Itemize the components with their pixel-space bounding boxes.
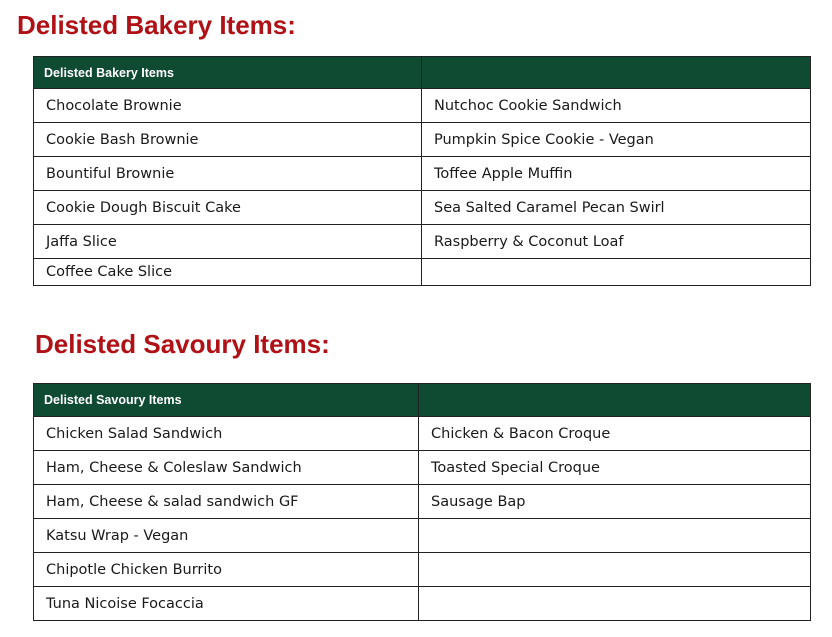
table-cell bbox=[419, 553, 811, 587]
table-header-cell-empty bbox=[419, 384, 811, 417]
table-cell: Bountiful Brownie bbox=[34, 157, 422, 191]
table-row bbox=[34, 417, 811, 451]
table-cell: Chocolate Brownie bbox=[34, 89, 422, 123]
table-cell: Sausage Bap bbox=[419, 485, 811, 519]
table-cell: Jaffa Slice bbox=[34, 225, 422, 259]
table-row bbox=[34, 157, 811, 191]
table-cell: Toffee Apple Muffin bbox=[422, 157, 811, 191]
table-cell: Toasted Special Croque bbox=[419, 451, 811, 485]
table-cell: Pumpkin Spice Cookie - Vegan bbox=[422, 123, 811, 157]
table-header-cell: Delisted Bakery Items bbox=[34, 57, 422, 89]
table-row bbox=[34, 553, 811, 587]
table-cell bbox=[419, 587, 811, 621]
savoury-section-heading: Delisted Savoury Items: bbox=[35, 329, 330, 359]
table-cell: Ham, Cheese & salad sandwich GF bbox=[34, 485, 419, 519]
table-cell bbox=[419, 519, 811, 553]
bakery-section-heading: Delisted Bakery Items: bbox=[17, 10, 296, 40]
table-header-cell: Delisted Savoury Items bbox=[34, 384, 419, 417]
savoury-items-table bbox=[33, 383, 811, 621]
table-row bbox=[34, 451, 811, 485]
table-header-row bbox=[34, 57, 811, 89]
table-cell: Sea Salted Caramel Pecan Swirl bbox=[422, 191, 811, 225]
table-cell: Katsu Wrap - Vegan bbox=[34, 519, 419, 553]
table-cell: Chicken & Bacon Croque bbox=[419, 417, 811, 451]
table-cell: Chipotle Chicken Burrito bbox=[34, 553, 419, 587]
bakery-items-table bbox=[33, 56, 811, 286]
table-row bbox=[34, 225, 811, 259]
table-cell bbox=[422, 259, 811, 286]
table-header-cell-empty bbox=[422, 57, 811, 89]
table-cell: Cookie Dough Biscuit Cake bbox=[34, 191, 422, 225]
table-row bbox=[34, 123, 811, 157]
table-row bbox=[34, 587, 811, 621]
table-cell: Ham, Cheese & Coleslaw Sandwich bbox=[34, 451, 419, 485]
table-header-row bbox=[34, 384, 811, 417]
table-row bbox=[34, 519, 811, 553]
table-row bbox=[34, 259, 811, 286]
table-row bbox=[34, 191, 811, 225]
table-row bbox=[34, 89, 811, 123]
table-cell: Coffee Cake Slice bbox=[34, 259, 422, 286]
table-cell: Tuna Nicoise Focaccia bbox=[34, 587, 419, 621]
table-cell: Cookie Bash Brownie bbox=[34, 123, 422, 157]
table-cell: Nutchoc Cookie Sandwich bbox=[422, 89, 811, 123]
table-row bbox=[34, 485, 811, 519]
table-cell: Raspberry & Coconut Loaf bbox=[422, 225, 811, 259]
table-cell: Chicken Salad Sandwich bbox=[34, 417, 419, 451]
